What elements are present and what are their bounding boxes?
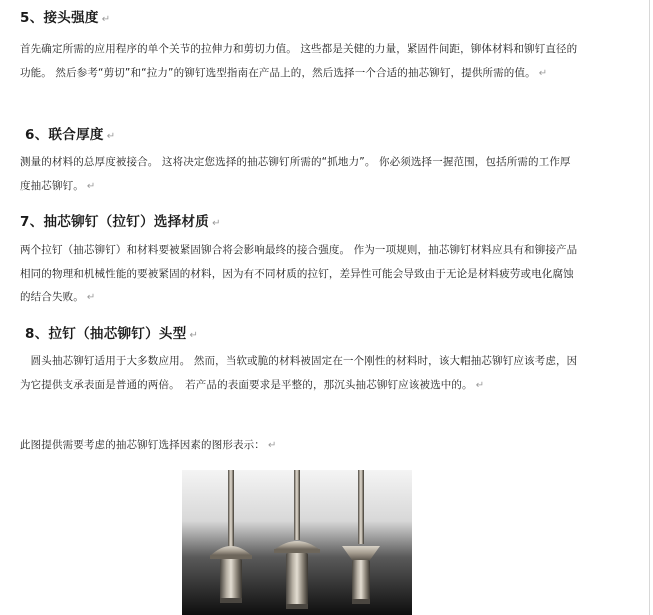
section-body-6: 测量的材料的总厚度被接合。 这将决定您选择的抽芯铆钉所需的“抓地力”。 你必须选择一握范围，包括所需的工作厚度抽芯铆钉。 ↵ <box>20 156 571 192</box>
section-heading-5: 5、接头强度 ↵ <box>20 10 111 26</box>
section-body-8: 圆头抽芯铆钉适用于大多数应用。 然而，当软或脆的材料被固定在一个刚性的材料时，该大帽抽芯铆钉应该考虑，因为它提供支承表面是普通的两倍。 若产品的表面要求是平整的，那沉头抽芯铆钉应该被选中的。 ↵ <box>20 355 578 391</box>
rivet-illustration <box>182 470 412 615</box>
section-heading-7: 7、抽芯铆钉（拉钉）选择材质 ↵ <box>20 214 221 230</box>
page-edge-divider <box>649 0 650 615</box>
section-body-5: 首先确定所需的应用程序的单个关节的拉伸力和剪切力值。 这些都是关健的力量，紧固件间距，铆体材料和铆钉直径的功能。 然后参考“剪切”和“拉力”的铆钉选型指南在产品上的，然后选择一个合适的抽芯铆钉，提供所需的值。 ↵ <box>20 43 578 79</box>
blind-rivet-photo <box>182 470 412 615</box>
figure-caption: 此图提供需要考虑的抽芯铆钉选择因素的图形表示： ↵ <box>20 439 277 451</box>
section-heading-8: 8、拉钉（抽芯铆钉）头型 ↵ <box>25 326 199 342</box>
section-heading-6: 6、联合厚度 ↵ <box>25 127 116 143</box>
section-body-7: 两个拉钉（抽芯铆钉）和材料要被紧固铆合将会影响最终的接合强度。 作为一项规则，抽芯铆钉材料应具有和铆接产品相同的物理和机械性能的要被紧固的材料，因为有不同材质的拉钉，差异性可能会导致由于无论是材料疲劳或电化腐蚀的结合失败。 ↵ <box>20 244 578 303</box>
